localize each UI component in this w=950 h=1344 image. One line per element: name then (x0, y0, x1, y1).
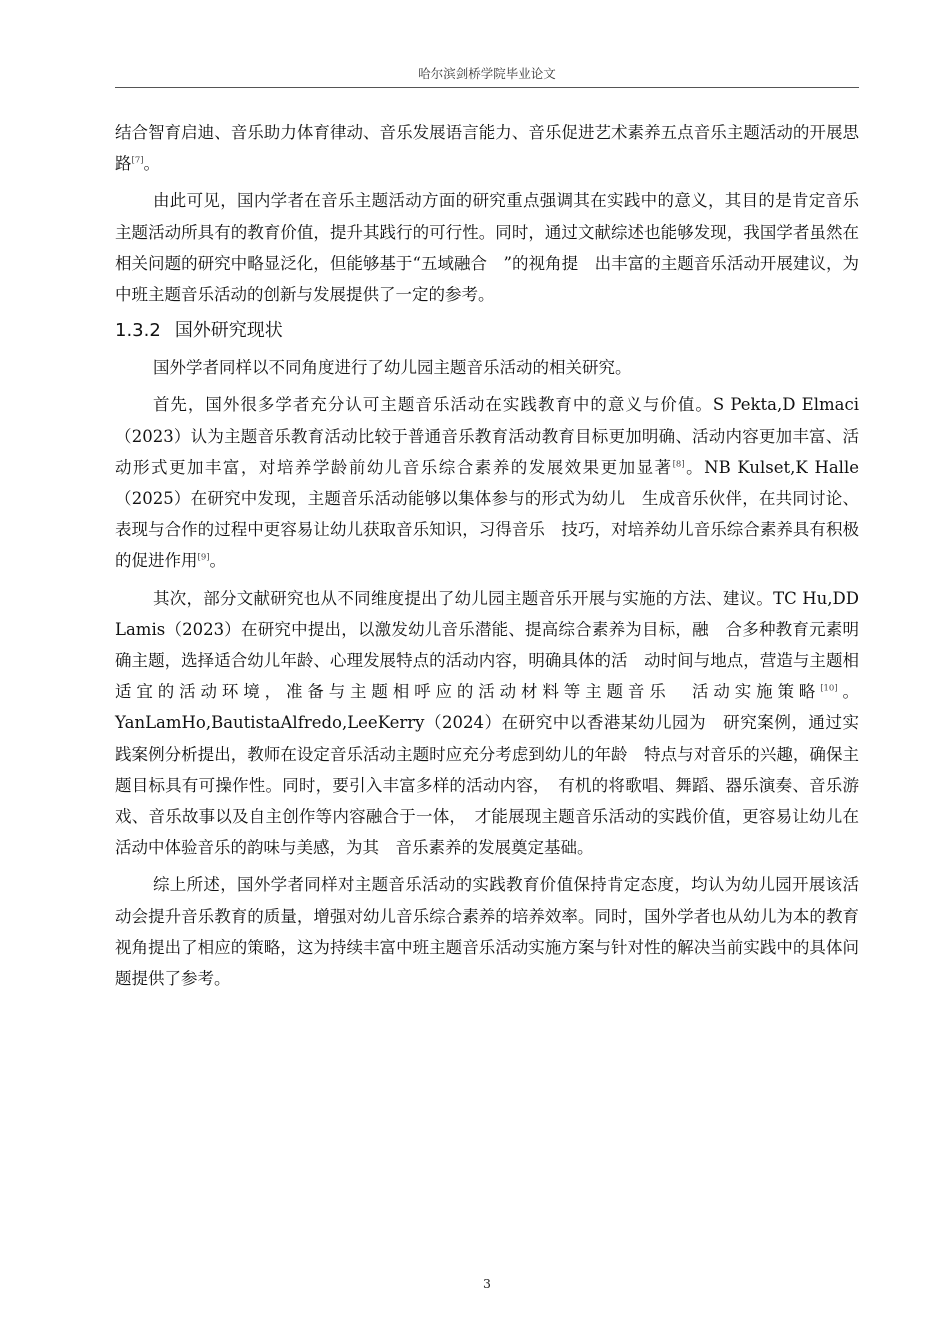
citation-10: [10] (820, 683, 838, 694)
header-divider (115, 87, 859, 88)
paragraph-tail: 。 (143, 154, 161, 174)
section-number: 1.3.2 (115, 320, 161, 342)
citation-9: [9] (197, 552, 210, 563)
paragraph-tail: 。 (209, 551, 227, 571)
paragraph-text: 首先，国外很多学者充分认可主题音乐活动在实践教育中的意义与价值。S Pekta,D Elmaci（2023）认为主题音乐教育活动比较于普通音乐教育活动教育目标更加明确、活动内容更加丰富、活动形式更加丰富，对培养学龄前幼儿音乐综合素养的发展效果更加显著 (115, 395, 859, 477)
page-header: 哈尔滨剑桥学院毕业论文 (418, 66, 556, 81)
page-number: 3 (483, 1276, 491, 1291)
paragraph-continuation (115, 117, 859, 179)
paragraph-second (115, 583, 859, 864)
paragraph-text: 。YanLamHo,BautistaAlfredo,LeeKerry（2024）在研究中以香港某幼儿园为 研究案例，通过实践案例分析提出，教师在设定音乐活动主题时应充分考虑到幼儿的年龄 特点与对音乐的兴趣，确保主题目标具有可操作性。同时，要引入丰富多样的活动内容， 有机的将歌唱、舞蹈、器乐演奏、音乐游戏、音乐故事以及自主创作等内容融合于一体， 才能展现主题音乐活动的实践价值，更容易让幼儿在活动中体验音乐的韵味与美感，为其 音乐素养的发展奠定基础。 (115, 682, 860, 858)
section-title: 国外研究现状 (174, 320, 283, 342)
citation-8: [8] (672, 459, 685, 470)
paragraph-text: 。NB Kulset,K Halle（2025）在研究中发现，主题音乐活动能够以集体参与的形式为幼儿 生成音乐伙伴，在共同讨论、表现与合作的过程中更容易让幼儿获取音乐知识，习得音乐 技巧，对培养幼儿音乐综合素养具有积极的促进作用 (115, 457, 860, 571)
paragraph-conclusion: 综上所述，国外学者同样对主题音乐活动的实践教育价值保持肯定态度，均认为幼儿园开展该活动会提升音乐教育的质量，增强对幼儿音乐综合素养的培养效率。同时，国外学者也从幼儿为本的教育视角提出了相应的策略，这为持续丰富中班主题音乐活动实施方案与针对性的解决当前实践中的具体问题提供了参考。 (115, 875, 859, 989)
paragraph-intro: 国外学者同样以不同角度进行了幼儿园主题音乐活动的相关研究。 (152, 358, 632, 378)
citation-7: [7] (131, 155, 144, 166)
paragraph-domestic-summary: 由此可见，国内学者在音乐主题活动方面的研究重点强调其在实践中的意义，其目的是肯定音乐主题活动所具有的教育价值，提升其践行的可行性。同时，通过文献综述也能够发现，我国学者虽然在相关问题的研究中略显泛化，但能够基于“五域融合 ”的视角提 出丰富的主题音乐活动开展建议，为中班主题音乐活动的创新与发展提供了一定的参考。 (115, 191, 859, 305)
paragraph-text: 其次，部分文献研究也从不同维度提出了幼儿园主题音乐开展与实施的方法、建议。TC Hu,DD Lamis（2023）在研究中提出，以激发幼儿音乐潜能、提高综合素养为目标，融 合多种教育元素明确主题，选择适合幼儿年龄、心理发展特点的活动内容，明确具体的活 动时间与地点，营造与主题相适宜的活动环境，准备与主题相呼应的活动材料等主题音乐 活动实施策略 (115, 588, 859, 702)
document-body (115, 117, 859, 1000)
paragraph-text: 结合智育启迪、音乐助力体育律动、音乐发展语言能力、音乐促进艺术素养五点音乐主题活动的开展思路 (115, 123, 859, 174)
section-heading (115, 316, 859, 346)
paragraph-first (115, 389, 859, 576)
